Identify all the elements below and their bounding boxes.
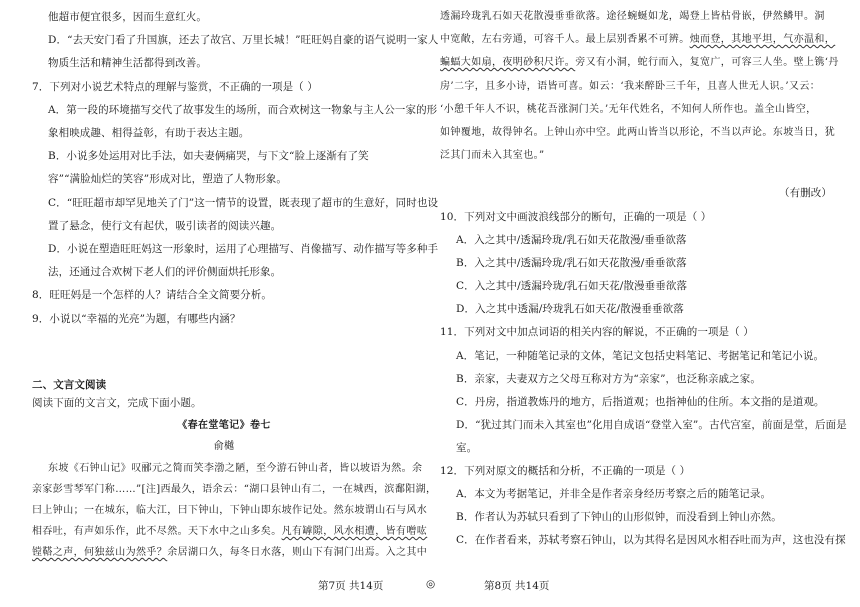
question-line: B．入之其中/透漏玲珑/乳石如天花散漫/垂垂欲落 (456, 257, 687, 269)
wavy-underlined-text: 烛而登，其地平坦，气亦温和， (689, 34, 836, 45)
passage-line (440, 10, 825, 24)
question-line: D．小说在塑造旺旺妈这一形象时，运用了心理描写、肖像描写、动作描写等多种手 (48, 243, 439, 255)
question-line: 10．下列对文中画波浪线部分的断句，正确的一项是（ ） (440, 211, 712, 223)
passage-text: 如钟覆地，故得钟名。上钟山亦中空。此两山皆当以形论，不当以声论。东坡当日，犹 (440, 127, 836, 138)
passage-line (440, 103, 817, 117)
passage-line (32, 504, 427, 518)
center-symbol: ◎ (426, 578, 436, 590)
question-line: B．亲家，夫妻双方之父母互称对方为“亲家”，也泛称亲戚之家。 (456, 373, 761, 385)
passage-text: 余居湖口久，每冬日水落，则山下有洞门出焉。入之其中 (167, 547, 428, 558)
question-line: 8．旺旺妈是一个怎样的人？请结合全文简要分析。 (32, 289, 272, 301)
passage-line (440, 33, 835, 47)
passage-author: 俞樾 (213, 441, 235, 452)
question-line: 12．下列对原文的概括和分析，不正确的一项是（ ） (440, 465, 691, 477)
question-line: 他超市便宜很多，因而生意红火。 (48, 11, 207, 23)
passage-text: 泛其门而未入其室也。” (440, 150, 545, 161)
passage-text: 房’二字，且多小诗，语皆可喜。如云：‘我来醉卧三千年，且喜人世无人识。’又云： (440, 81, 821, 92)
question-line: 容”“满脸灿烂的笑容”形成对比，塑造了人物形象。 (48, 173, 288, 185)
wavy-underlined-text: 镗鞳之声，何独兹山为然乎？ (32, 547, 168, 558)
left-page-number: 第7页 共14页 (318, 580, 384, 592)
passage-text: 相吞吐，有声如乐作，此不尽然。天下水中之山多矣。 (32, 526, 282, 537)
question-line: A．入之其中/透漏玲珑/乳石如天花散漫/垂垂欲落 (456, 234, 687, 246)
passage-line (440, 126, 835, 140)
question-line: 室。 (456, 442, 478, 454)
passage-line (48, 462, 422, 476)
question-line: D．“犹过其门而未入其室也”化用自成语“登堂入室”。古代宫室，前面是堂，后面是 (456, 419, 847, 431)
question-line: 法，还通过合欢树下老人们的评价侧面烘托形象。 (48, 266, 282, 278)
question-line: C．在作者看来，苏轼考察石钟山，以为其得名是因风水相吞吐而为声，这也没有探 (456, 534, 846, 546)
question-line: 7．下列对小说艺术特点的理解与鉴赏，不正确的一项是（ ） (32, 81, 318, 93)
question-line: 象相映成趣、相得益彰，有助于表达主题。 (48, 127, 250, 139)
passage-line (32, 546, 427, 560)
question-line: C．丹房，指道教炼丹的地方，后指道观；也指神仙的住所。本文指的是道观。 (456, 396, 825, 408)
passage-text: 透漏玲珑乳石如天花散漫垂垂欲落。途径蜿蜒如龙，竭登上皆枯骨嵌，伊然鳞甲。洞 (440, 11, 825, 22)
question-line: 9．小说以“幸福的光亮”为题，有哪些内涵？ (32, 313, 241, 325)
question-line: D．入之其中透漏/玲珑乳石如天花/散漫垂垂欲落 (456, 303, 684, 315)
question-line: D．“去天安门看了升国旗，还去了故宫、万里长城！”旺旺妈自豪的语气说明一家人 (48, 34, 439, 46)
section-heading: 二、文言文阅读 (32, 379, 107, 391)
passage-text: 亲家彭雪琴军门称……”[注]西最久，语余云：“湖口县钟山有二，一在城西，滨鄱阳湖， (32, 484, 437, 495)
passage-text: ‘小憩千年人不识，桃花吾涨洞门关。’无年代姓名，不知何人所作也。盖全山皆空， (440, 104, 817, 115)
passage-line (32, 525, 427, 539)
wavy-underlined-text: 凡有罅隙，风水相遭，皆有噌吰 (281, 526, 428, 537)
question-line: B．小说多处运用对比手法，如夫妻俩痛哭，与下文“脸上逐渐有了笑 (48, 150, 369, 162)
right-page-number: 第8页 共14页 (484, 580, 550, 592)
passage-title: 《春在堂笔记》卷七 (177, 420, 271, 431)
question-line: 11．下列对文中加点词语的相关内容的解说，不正确的一项是（ ） (440, 326, 754, 338)
passage-text: 中宽敞，左右旁通，可容千人。最上层别香累不可辨。 (440, 34, 690, 45)
question-line: C．“旺旺超市却罕见地关了门”这一情节的设置，既表现了超市的生意好，同时也设 (48, 197, 439, 209)
source-note: （有删改） (779, 187, 832, 199)
question-line: A．第一段的环境描写交代了故事发生的场所，而合欢树这一物象与主人公一家的形 (48, 104, 438, 116)
question-line: 物质生活和精神生活都得到改善。 (48, 57, 207, 69)
section-intro: 阅读下面的文言文，完成下面小题。 (32, 397, 202, 409)
passage-text: 旁又有小洞，蛇行而入，复宽广，可容三人坐。壁上镌‘丹 (575, 57, 839, 68)
passage-line (440, 80, 820, 94)
question-line: 置了悬念，使行文有起伏，吸引读者的阅读兴趣。 (48, 220, 282, 232)
question-line: B．作者认为苏轼只看到了下钟山的山形似钟，而没看到上钟山亦然。 (456, 511, 782, 523)
wavy-underlined-text: 蝙蝠大如扇，夜明砂积尺许。 (440, 57, 576, 68)
question-line: A．笔记，一种随笔记录的文体，笔记文包括史料笔记、考据笔记和笔记小说。 (456, 350, 825, 362)
passage-line (440, 149, 545, 163)
question-line: A．本文为考据笔记，并非全是作者亲身经历考察之后的随笔记录。 (456, 488, 772, 500)
passage-text: 曰上钟山；一在城东，临大江，曰下钟山，下钟山即东坡作记处。然东坡谓山石与风水 (32, 505, 428, 516)
passage-line (32, 483, 436, 497)
passage-line (440, 56, 839, 70)
question-line: C．入之其中/透漏玲珑/乳石如天花/散漫垂垂欲落 (456, 280, 688, 292)
passage-text: 东坡《石钟山记》叹郦元之简而笑李渤之陋，至今游石钟山者，皆以坡语为然。余 (48, 463, 423, 474)
